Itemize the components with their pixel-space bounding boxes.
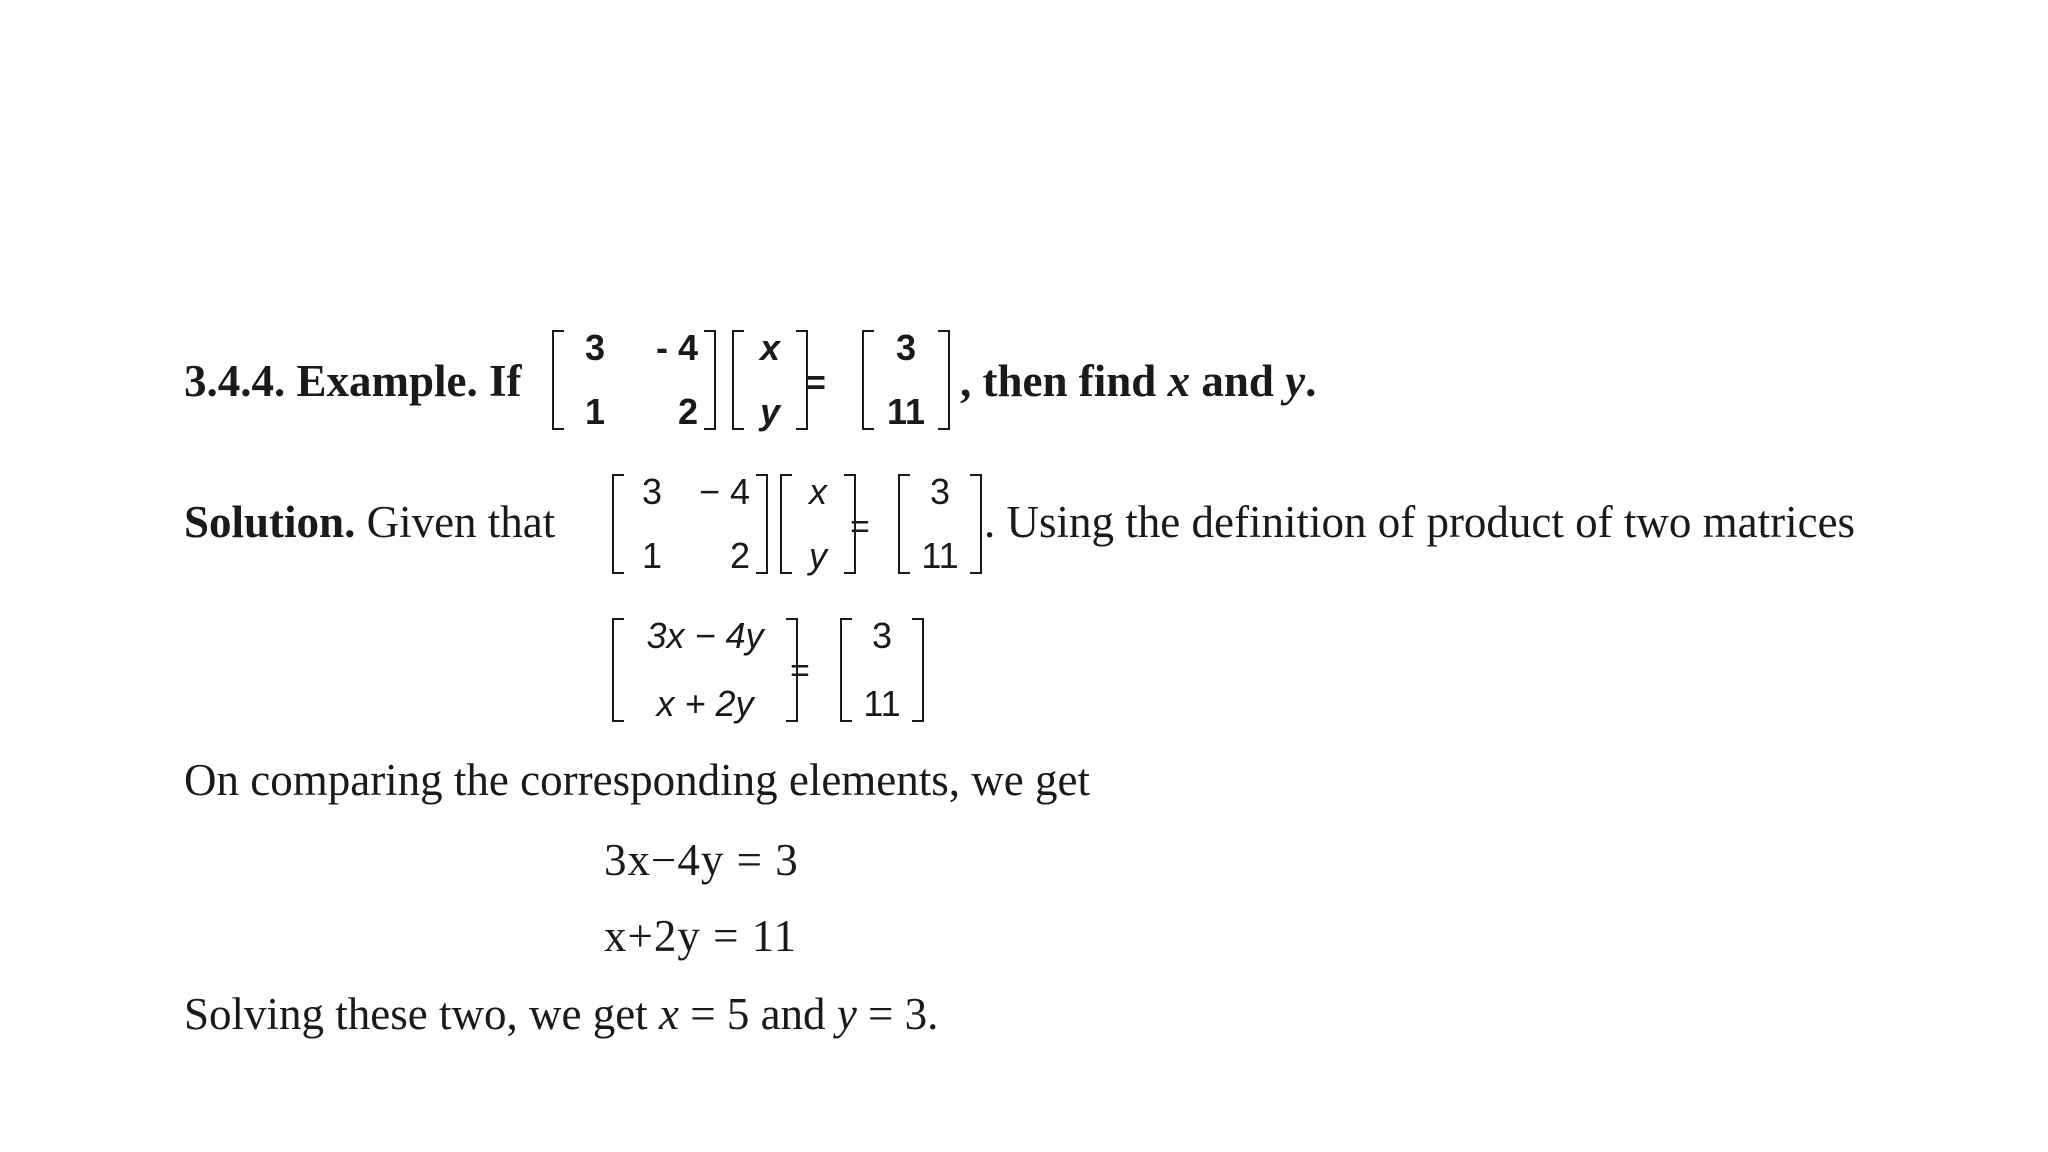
solution-intro xyxy=(184,497,556,547)
matrix-cell: 1 xyxy=(584,391,606,432)
equals-sign: = xyxy=(806,364,826,402)
product-result-vector xyxy=(840,615,924,724)
variable-y: y xyxy=(836,989,857,1039)
example-matrix-a xyxy=(552,327,716,432)
vector-cell: x xyxy=(759,327,781,368)
conclusion xyxy=(184,989,939,1039)
vector-cell: 3 xyxy=(895,327,917,368)
period: . xyxy=(1305,356,1317,406)
vector-cell: y xyxy=(809,535,827,576)
matrix-cell: 1 xyxy=(641,535,663,576)
solution-matrix-a xyxy=(612,471,768,576)
vector-cell: 3 xyxy=(871,615,893,656)
variable-x: x xyxy=(658,989,679,1039)
equation-1: 3x−4y = 3 xyxy=(604,835,799,885)
example-result-vector xyxy=(862,327,950,432)
solution-vector xyxy=(780,471,856,576)
matrix-cell: - 4 xyxy=(655,327,698,368)
matrix-cell: 2 xyxy=(729,535,750,576)
then-text: then find xyxy=(982,356,1157,406)
variable-x: x xyxy=(1167,356,1191,406)
matrix-cell: 2 xyxy=(677,391,698,432)
matrix-cell: − 4 xyxy=(698,471,750,512)
comparing-text: On comparing the corresponding elements, we get xyxy=(184,755,1090,805)
solution-continuation: . Using the definition of product of two matrices xyxy=(984,497,1856,547)
solution-given: Given that xyxy=(366,497,556,547)
matrix-cell: 3 xyxy=(641,471,663,512)
vector-cell: 11 xyxy=(886,391,926,432)
solution-result-vector xyxy=(898,471,982,576)
product-matrix xyxy=(612,615,798,724)
solution-label: Solution. xyxy=(184,497,356,547)
example-label: 3.4.4. Example. If xyxy=(184,356,522,406)
equals-sign: = xyxy=(790,652,810,690)
product-row: x + 2y xyxy=(656,683,754,724)
conclusion-text: Solving these two, we get xyxy=(184,989,648,1039)
vector-cell: 11 xyxy=(863,683,901,724)
example-question xyxy=(960,356,1317,406)
variable-y: y xyxy=(1285,356,1306,406)
vector-cell: x xyxy=(809,471,827,512)
comma: , xyxy=(960,356,972,406)
product-row: 3x − 4y xyxy=(646,615,764,656)
and-text: and xyxy=(1201,356,1274,406)
equation-2: x+2y = 11 xyxy=(604,911,798,961)
matrix-cell: 3 xyxy=(584,327,606,368)
equals-sign: = xyxy=(850,508,870,546)
vector-cell: y xyxy=(759,391,781,432)
y-value: = 3. xyxy=(868,989,939,1039)
example-vector xyxy=(732,327,808,432)
x-value: = 5 xyxy=(690,989,750,1039)
vector-cell: 3 xyxy=(929,471,951,512)
vector-cell: 11 xyxy=(921,535,959,576)
and-text: and xyxy=(760,989,826,1039)
